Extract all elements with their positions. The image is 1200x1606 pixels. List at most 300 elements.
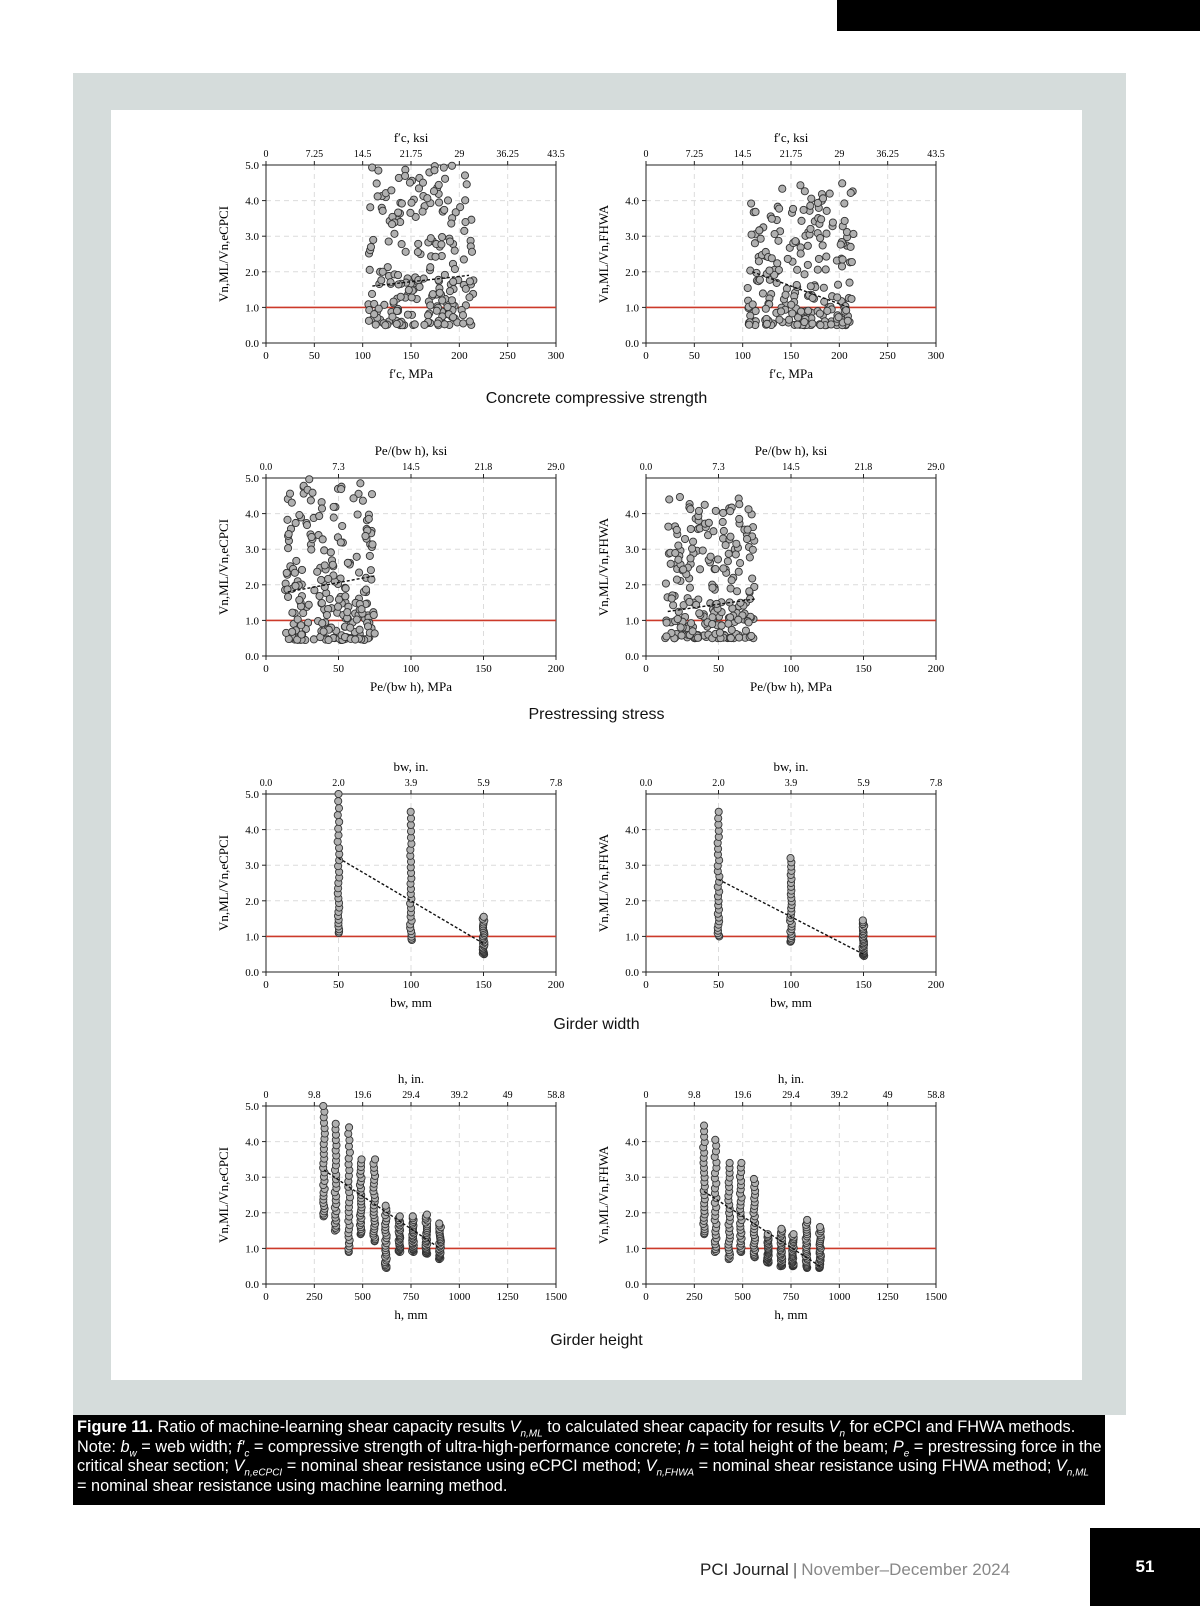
data-point — [823, 253, 830, 260]
data-point — [298, 631, 305, 638]
data-point — [779, 185, 786, 192]
data-point — [327, 549, 334, 556]
trend-line — [704, 1191, 820, 1266]
y-tick-label: 4.0 — [245, 508, 259, 521]
data-point — [834, 294, 841, 301]
y-tick-label: 2.0 — [245, 579, 259, 592]
y-axis-label: Vn,ML/Vn,FHWA — [596, 204, 611, 304]
x-tick-label: 1250 — [496, 1291, 519, 1303]
x2-tick-label: 0 — [643, 149, 649, 160]
y-tick-label: 1.0 — [245, 615, 259, 628]
data-point — [678, 632, 685, 639]
data-point — [801, 271, 808, 278]
data-point — [676, 493, 683, 500]
data-point — [777, 308, 784, 315]
data-point — [712, 1136, 719, 1143]
data-point — [366, 552, 373, 559]
data-point — [756, 227, 763, 234]
y-tick-label: 4.0 — [245, 195, 259, 208]
x-tick-label: 200 — [451, 350, 468, 362]
x-tick-label: 0 — [263, 1291, 269, 1303]
x2-tick-label: 7.25 — [305, 149, 324, 160]
data-point — [441, 321, 448, 328]
x-tick-label: 0 — [263, 350, 269, 362]
x-tick-label: 200 — [927, 663, 945, 675]
data-point — [395, 281, 402, 288]
x-axis-label: Pe/(bw h), MPa — [750, 679, 832, 694]
data-point — [847, 189, 854, 196]
y-axis-label: Vn,ML/Vn,FHWA — [596, 517, 611, 617]
data-point — [743, 535, 750, 542]
data-point — [385, 238, 392, 245]
data-point — [728, 626, 735, 633]
x2-tick-label: 7.3 — [712, 462, 725, 473]
data-point — [829, 219, 836, 226]
data-point — [846, 279, 853, 286]
y-tick-label: 0.0 — [625, 651, 639, 663]
x-tick-label: 1000 — [828, 1291, 851, 1303]
data-point — [415, 240, 422, 247]
group-title-compressive-strength: Concrete compressive strength — [485, 390, 708, 407]
data-point — [794, 266, 801, 273]
data-point — [373, 180, 380, 187]
data-point — [320, 1102, 327, 1109]
data-point — [316, 512, 323, 519]
data-point — [662, 580, 669, 587]
y-tick-label: 3.0 — [625, 1172, 639, 1185]
x-tick-label: 100 — [782, 663, 800, 675]
data-point — [749, 575, 756, 582]
x2-tick-label: 29 — [834, 149, 845, 160]
data-point — [336, 818, 343, 825]
y-tick-label: 5.0 — [245, 160, 259, 172]
data-point — [347, 624, 354, 631]
x2-tick-label: 39.2 — [450, 1090, 469, 1101]
data-point — [814, 266, 821, 273]
data-point — [726, 1159, 733, 1166]
data-point — [744, 526, 751, 533]
data-point — [370, 236, 377, 243]
data-point — [841, 217, 848, 224]
data-point — [321, 547, 328, 554]
data-point — [749, 301, 756, 308]
y-tick-label: 1.0 — [245, 931, 259, 944]
y-tick-label: 1.0 — [625, 615, 639, 628]
data-point — [354, 511, 361, 518]
y-axis-label: Vn,ML/Vn,eCPCI — [216, 518, 231, 616]
data-point — [834, 281, 841, 288]
data-point — [448, 297, 455, 304]
data-point — [819, 242, 826, 249]
y-tick-label: 0.0 — [625, 338, 639, 350]
data-point — [696, 566, 703, 573]
data-point — [750, 1175, 757, 1182]
x-tick-label: 150 — [475, 663, 492, 675]
data-point — [714, 556, 721, 563]
x2-tick-label: 0.0 — [639, 462, 653, 473]
data-point — [757, 235, 764, 242]
data-point — [759, 290, 766, 297]
data-point — [367, 204, 374, 211]
x-tick-label: 500 — [354, 1291, 371, 1303]
data-point — [816, 1223, 823, 1230]
data-point — [451, 265, 458, 272]
data-point — [718, 622, 725, 629]
y-axis-label: Vn,ML/Vn,FHWA — [596, 1145, 611, 1245]
x-tick-label: 50 — [713, 979, 724, 991]
data-point — [820, 284, 827, 291]
data-point — [839, 180, 846, 187]
data-point — [674, 615, 681, 622]
data-point — [727, 508, 734, 515]
data-point — [732, 551, 739, 558]
data-point — [673, 576, 680, 583]
x2-tick-label: 43.5 — [547, 149, 565, 160]
data-point — [801, 188, 808, 195]
data-point — [296, 596, 303, 603]
data-point — [382, 1202, 389, 1209]
x-tick-label: 300 — [927, 350, 945, 362]
data-point — [414, 248, 421, 255]
x-tick-label: 200 — [831, 350, 848, 362]
data-point — [424, 312, 431, 319]
data-point — [462, 218, 469, 225]
y-tick-label: 1.0 — [245, 302, 259, 315]
x-tick-label: 200 — [547, 979, 565, 991]
data-point — [712, 565, 719, 572]
data-point — [335, 798, 342, 805]
data-point — [444, 197, 451, 204]
data-point — [724, 558, 731, 565]
data-point — [689, 628, 696, 635]
data-point — [776, 205, 783, 212]
data-point — [823, 207, 830, 214]
data-point — [305, 601, 312, 608]
data-point — [404, 311, 411, 318]
data-point — [748, 632, 755, 639]
data-point — [735, 568, 742, 575]
x2-tick-label: 39.2 — [830, 1090, 849, 1101]
x-axis-label: h, mm — [394, 1307, 428, 1322]
data-point — [701, 501, 708, 508]
data-point — [394, 271, 401, 278]
data-point — [396, 1213, 403, 1220]
data-point — [807, 283, 814, 290]
y-tick-label: 3.0 — [245, 1172, 259, 1185]
data-point — [318, 599, 325, 606]
x-tick-label: 50 — [308, 350, 320, 362]
x2-tick-label: 7.8 — [549, 778, 563, 789]
x2-tick-label: 9.8 — [688, 1090, 701, 1101]
data-point — [727, 634, 734, 641]
data-point — [309, 489, 316, 496]
data-point — [371, 630, 378, 637]
data-point — [709, 620, 716, 627]
data-point — [766, 267, 773, 274]
data-point — [804, 1216, 811, 1223]
x-axis-label: f′c, MPa — [388, 366, 434, 381]
y-tick-label: 2.0 — [625, 266, 639, 279]
scatter-plots — [111, 110, 1082, 1380]
data-point — [847, 243, 854, 250]
x-axis-label: f′c, MPa — [768, 366, 814, 381]
y-tick-label: 3.0 — [245, 544, 259, 557]
x2-tick-label: 14.5 — [402, 462, 420, 473]
data-point — [332, 1120, 339, 1127]
data-point — [727, 533, 734, 540]
data-point — [367, 567, 374, 574]
data-point — [379, 207, 386, 214]
data-point — [448, 220, 455, 227]
x2-tick-label: 2.0 — [712, 778, 725, 789]
data-point — [838, 263, 845, 270]
x-tick-label: 1000 — [448, 1291, 471, 1303]
data-point — [667, 560, 674, 567]
data-point — [665, 523, 672, 530]
data-point — [368, 491, 375, 498]
x2-axis-label: h, in. — [777, 1071, 805, 1086]
data-point — [438, 241, 445, 248]
x2-tick-label: 3.9 — [784, 778, 798, 789]
y-tick-label: 3.0 — [625, 544, 639, 557]
x2-tick-label: 0.0 — [639, 778, 653, 789]
data-point — [325, 636, 332, 643]
data-point — [782, 291, 789, 298]
plot-frame — [266, 1106, 556, 1284]
x-tick-label: 100 — [402, 979, 420, 991]
data-point — [837, 241, 844, 248]
data-point — [368, 290, 375, 297]
data-point — [695, 507, 702, 514]
data-point — [805, 307, 812, 314]
chart-girder-height-left — [216, 1071, 568, 1322]
data-point — [335, 832, 342, 839]
x-axis-label: bw, mm — [390, 995, 432, 1010]
data-point — [808, 195, 815, 202]
chart-concrete-compressive-strength-right — [596, 130, 945, 381]
x2-tick-label: 58.8 — [927, 1090, 945, 1101]
data-point — [306, 476, 313, 483]
data-point — [335, 805, 342, 812]
data-point — [736, 501, 743, 508]
data-point — [699, 547, 706, 554]
data-point — [421, 321, 428, 328]
data-point — [397, 293, 404, 300]
x-tick-label: 150 — [402, 350, 420, 362]
y-tick-label: 0.0 — [245, 967, 259, 979]
data-point — [391, 230, 398, 237]
y-tick-label: 1.0 — [625, 931, 639, 944]
group-title-girder-width: Girder width — [553, 1016, 640, 1033]
y-tick-label: 3.0 — [625, 860, 639, 873]
data-point — [352, 636, 359, 643]
x-axis-label: h, mm — [774, 1307, 808, 1322]
data-point — [334, 812, 341, 819]
chart-prestressing-stress-right — [596, 443, 945, 694]
data-point — [746, 588, 753, 595]
data-point — [289, 609, 296, 616]
x2-tick-label: 29.0 — [547, 462, 565, 473]
data-point — [370, 611, 377, 618]
data-point — [826, 190, 833, 197]
data-point — [356, 626, 363, 633]
data-point — [764, 1231, 771, 1238]
data-point — [449, 314, 456, 321]
data-point — [379, 268, 386, 275]
y-tick-label: 4.0 — [245, 824, 259, 837]
data-point — [436, 1220, 443, 1227]
data-point — [819, 195, 826, 202]
x2-tick-label: 0 — [263, 1090, 269, 1101]
data-point — [688, 545, 695, 552]
data-point — [358, 1156, 365, 1163]
data-point — [807, 225, 814, 232]
data-point — [686, 584, 693, 591]
data-point — [672, 549, 679, 556]
data-point — [284, 593, 291, 600]
data-point — [353, 616, 360, 623]
data-point — [466, 318, 473, 325]
data-point — [686, 598, 693, 605]
x-tick-label: 50 — [333, 979, 344, 991]
data-point — [749, 546, 756, 553]
data-point — [291, 569, 298, 576]
x-tick-label: 250 — [306, 1291, 323, 1303]
data-point — [342, 585, 349, 592]
data-point — [408, 294, 415, 301]
x2-axis-label: f′c, ksi — [393, 130, 429, 145]
x2-tick-label: 0.0 — [259, 462, 273, 473]
data-point — [801, 318, 808, 325]
chart-concrete-compressive-strength-left — [216, 130, 565, 381]
x2-tick-label: 19.6 — [733, 1090, 752, 1101]
y-tick-label: 4.0 — [625, 1136, 639, 1149]
data-point — [307, 497, 314, 504]
data-point — [663, 633, 670, 640]
data-point — [350, 495, 357, 502]
data-point — [722, 542, 729, 549]
data-point — [696, 610, 703, 617]
x-tick-label: 50 — [333, 663, 344, 675]
data-point — [815, 255, 822, 262]
y-tick-label: 2.0 — [625, 1207, 639, 1220]
data-point — [748, 200, 755, 207]
x2-tick-label: 21.75 — [399, 149, 423, 160]
data-point — [462, 285, 469, 292]
data-point — [733, 540, 740, 547]
data-point — [420, 275, 427, 282]
data-point — [745, 619, 752, 626]
data-point — [433, 307, 440, 314]
y-tick-label: 2.0 — [625, 579, 639, 592]
data-point — [325, 575, 332, 582]
data-point — [402, 248, 409, 255]
data-point — [444, 303, 451, 310]
data-point — [435, 276, 442, 283]
x-tick-label: 100 — [402, 663, 420, 675]
data-point — [319, 620, 326, 627]
x2-axis-label: bw, in. — [773, 759, 809, 774]
data-point — [436, 289, 443, 296]
data-point — [677, 624, 684, 631]
x2-tick-label: 7.8 — [929, 778, 943, 789]
data-point — [687, 620, 694, 627]
y-tick-label: 5.0 — [245, 789, 259, 801]
y-tick-label: 3.0 — [245, 860, 259, 873]
x-axis-label: bw, mm — [770, 995, 812, 1010]
x2-tick-label: 14.5 — [782, 462, 800, 473]
data-point — [784, 255, 791, 262]
chart-prestressing-stress-left — [216, 443, 565, 694]
x2-tick-label: 49 — [502, 1090, 513, 1101]
data-point — [293, 557, 300, 564]
y-tick-label: 0.0 — [245, 1279, 259, 1291]
data-point — [725, 550, 732, 557]
data-point — [787, 854, 794, 861]
data-point — [344, 559, 351, 566]
data-point — [326, 595, 333, 602]
x2-tick-label: 29.4 — [402, 1090, 420, 1101]
data-point — [745, 506, 752, 513]
data-point — [284, 545, 291, 552]
data-point — [435, 199, 442, 206]
data-point — [390, 298, 397, 305]
data-point — [371, 1156, 378, 1163]
x-axis-label: Pe/(bw h), MPa — [370, 679, 452, 694]
data-point — [709, 584, 716, 591]
x-tick-label: 250 — [686, 1291, 703, 1303]
x-tick-label: 1500 — [925, 1291, 947, 1303]
data-point — [337, 539, 344, 546]
data-point — [434, 320, 441, 327]
data-point — [286, 490, 293, 497]
x2-tick-label: 9.8 — [308, 1090, 321, 1101]
data-point — [366, 266, 373, 273]
data-point — [446, 238, 453, 245]
chart-girder-width-right — [596, 759, 945, 1010]
x2-tick-label: 21.8 — [854, 462, 873, 473]
data-point — [283, 569, 290, 576]
journal-name: PCI Journal — [700, 1560, 789, 1579]
x2-tick-label: 14.5 — [733, 149, 752, 160]
data-point — [689, 538, 696, 545]
data-point — [439, 297, 446, 304]
data-point — [362, 532, 369, 539]
y-tick-label: 5.0 — [245, 1101, 259, 1113]
y-tick-label: 2.0 — [245, 895, 259, 908]
data-point — [736, 559, 743, 566]
x2-tick-label: 49 — [882, 1090, 893, 1101]
data-point — [824, 307, 831, 314]
data-point — [419, 179, 426, 186]
x-tick-label: 150 — [475, 979, 492, 991]
data-point — [712, 507, 719, 514]
caption-label: Figure 11. — [77, 1418, 154, 1436]
data-point — [335, 825, 342, 832]
data-point — [835, 314, 842, 321]
figure-panel — [111, 110, 1082, 1380]
data-point — [817, 321, 824, 328]
issue-date: November–December 2024 — [801, 1560, 1011, 1579]
data-point — [374, 193, 381, 200]
data-point — [375, 167, 382, 174]
x-tick-label: 100 — [354, 350, 371, 362]
x2-tick-label: 19.6 — [353, 1090, 372, 1101]
data-point — [675, 556, 682, 563]
data-point — [342, 593, 349, 600]
top-black-bar — [837, 0, 1200, 31]
data-point — [778, 1225, 785, 1232]
